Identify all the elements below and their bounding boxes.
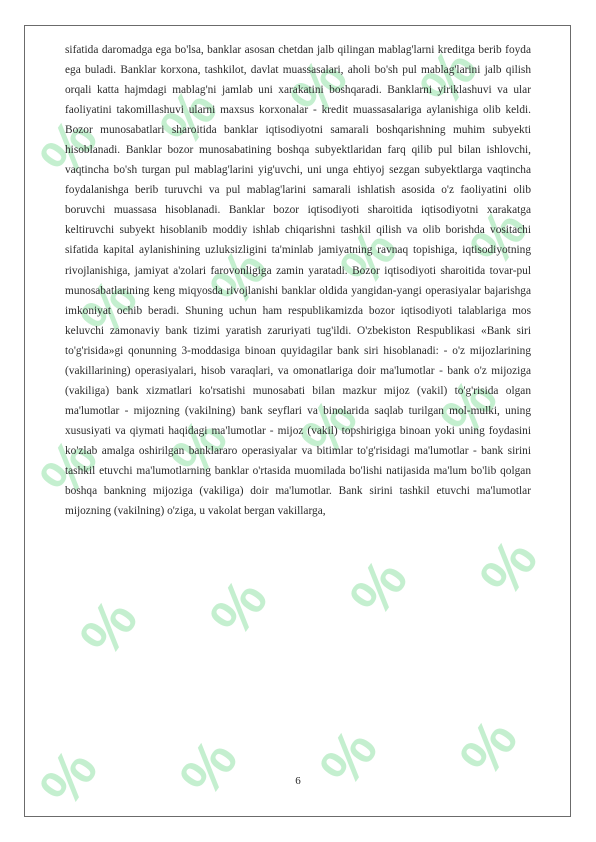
watermark-glyph: % <box>427 367 511 448</box>
watermark-glyph: % <box>287 387 371 468</box>
watermark-glyph: % <box>27 427 111 508</box>
watermark-glyph: % <box>467 527 551 608</box>
watermark-glyph: % <box>457 197 541 278</box>
watermark-glyph: % <box>197 237 281 318</box>
watermark-glyph: % <box>447 707 531 788</box>
watermark-glyph: % <box>307 717 391 798</box>
watermark-glyph: % <box>337 547 421 628</box>
watermark-glyph: % <box>197 567 281 648</box>
watermark-glyph: % <box>167 727 251 808</box>
watermark-glyph: % <box>157 407 241 488</box>
watermark-glyph: % <box>327 217 411 298</box>
page-number: 6 <box>295 775 301 787</box>
watermark-glyph: % <box>27 737 111 818</box>
watermark-glyph: % <box>27 107 111 188</box>
watermark-glyph: % <box>407 37 491 118</box>
watermark-glyph: % <box>67 267 151 348</box>
watermark-glyph: % <box>147 77 231 158</box>
body-paragraph: sifatida daromadga ega bo'lsa, banklar asosan chetdan jalb qilingan mablag'larni kreditga berib foyda ega buladi. Banklar korxona, tashkilot, davlat muassasalari, aholi bo'sh pul mablag'larini jalb qilish orqali katta hajmdagi mablag'ni jamlab uni xarakatini boshqaradi. Banklarni yiriklashuvi va ular faoliyatini takomillashuvi ularni maxsus korxonalar - kredit muassasalariga aylanishiga olib keldi. Bozor munosabatlari sharoitida banklar iqtisodiyotni samarali boshqarishning muhim subyekti hisoblanadi. Banklar bozor munosabatining boshqa subyektlaridan farq qilib pul bilan ishlovchi, vaqtincha bo'sh turgan pul mablag'larini yig'uvchi, uni unga ehtiyoj sezgan subyektlarga vaqtincha foydalanishga berib turuvchi va pul mablag'larini samarali ishlatish asosida o'z faoliyatini olib boruvchi muassasa hisoblanadi. Banklar bozor iqtisodiyoti sharoitida iqtisodiyotni xarakatga keltiruvchi subyekt hisoblanib moddiy ishlab chiqarishni tashkil qilish va olib borishda vositachi sifatida kapital aylanishining uzluksizligini ta'minlab jamiyatning ravnaq topishiga, iqtisodiyotning rivojlanishiga, jamiyat a'zolari farovonligiga zamin yaratadi. Bozor iqtisodiyoti sharoitida tovar-pul munosabatlarining keng miqyosda rivojlanishi banklar oldida yangidan-yangi operasiyalar bajarishga imkoniyat ochib beradi. Shuning uchun ham respublikamizda bozor iqtisodiyoti talablariga mos keluvchi zamonaviy bank tizimi yaratish zaruriyati tug'ildi. O'zbekiston Respublikasi «Bank siri to'g'risida»gi qonunning 3-moddasiga binoan quyidagilar bank siri hisoblanadi: - o'z mijozlarining (vakillarining) operasiyalari, hisob varaqlari, va omonatlariga doir ma'lumotlar - bank o'z mijoziga (vakiliga) bank xizmatlari ko'rsatishi munosabati bilan mazkur mijoz (vakil) to'g'risida olgan ma'lumotlar - mijozning (vakilning) bank seyflari va binolarida saqlab turilgan mol-mulki, uning xususiyati va qiymati haqidagi ma'lumotlar - mijoz (vakil) topshirigiga binoan yoki uning foydasini ko'zlab amalga oshirilgan banklararo operasiyalar va bitimlar to'g'risidagi ma'lumotlar - bank sirini tashkil etuvchi ma'lumotlarning banklar o'rtasida muomilada bo'lishi natijasida ma'lum bo'lib qolgan boshqa bankning mijoziga (vakiliga) doir ma'lumotlar. Bank sirini tashkil etuvchi ma'lumotlar mijozning (vakilning) o'ziga, u vakolat bergan vakillarga, <box>65 44 531 518</box>
watermark-glyph: % <box>67 587 151 668</box>
watermark-glyph: % <box>277 47 361 128</box>
